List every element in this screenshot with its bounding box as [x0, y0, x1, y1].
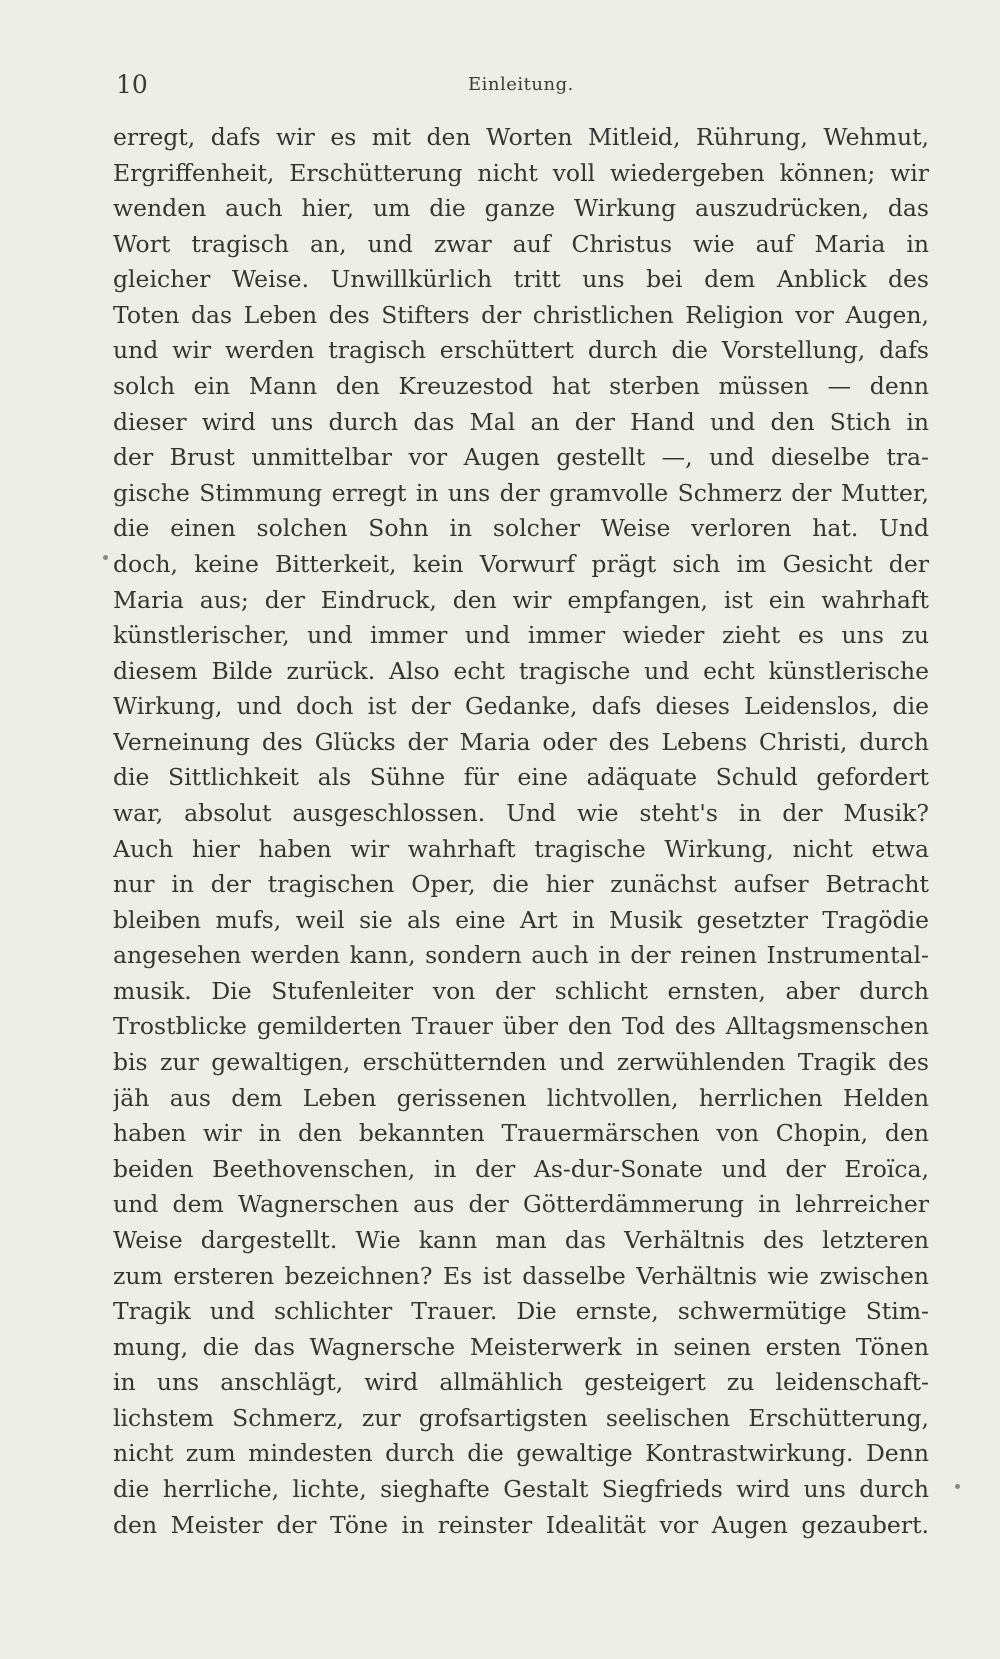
text-line: haben wir in den bekannten Trauermärschen von Chopin, den	[113, 1119, 929, 1148]
text-line: gleicher Weise. Unwillkürlich tritt uns bei dem Anblick des	[113, 265, 929, 294]
text-line: jäh aus dem Leben gerissenen lichtvollen, herrlichen Helden	[113, 1083, 929, 1112]
page-header	[113, 70, 929, 106]
text-line: den Meister der Töne in reinster Idealität vor Augen gezaubert.	[113, 1510, 929, 1539]
text-line: Weise dargestellt. Wie kann man das Verhältnis des letzteren	[113, 1225, 929, 1254]
body-text	[113, 120, 929, 1543]
text-line: Wirkung, und doch ist der Gedanke, dafs dieses Leidenslos, die	[113, 692, 929, 721]
text-line: beiden Beethovenschen, in der As-dur-Sonate und der Eroïca,	[113, 1154, 929, 1183]
text-line: dieser wird uns durch das Mal an der Hand und den Stich in	[113, 407, 929, 436]
text-line: diesem Bilde zurück. Also echt tragische und echt künstlerische	[113, 656, 929, 685]
text-line: solch ein Mann den Kreuzestod hat sterben müssen — denn	[113, 372, 929, 401]
text-line: zum ersteren bezeichnen? Es ist dasselbe Verhältnis wie zwischen	[113, 1261, 929, 1290]
text-line: und wir werden tragisch erschüttert durch die Vorstellung, dafs	[113, 336, 929, 365]
text-line: Trostblicke gemilderten Trauer über den Tod des Alltagsmenschen	[113, 1012, 929, 1041]
text-line: wenden auch hier, um die ganze Wirkung auszudrücken, das	[113, 194, 929, 223]
text-line: nicht zum mindesten durch die gewaltige Kontrastwirkung. Denn	[113, 1439, 929, 1468]
paper-speck	[103, 555, 108, 560]
text-line: angesehen werden kann, sondern auch in der reinen Instrumental-	[113, 941, 929, 970]
page-number: 10	[116, 70, 148, 99]
text-line: Tragik und schlichter Trauer. Die ernste, schwermütige Stim-	[113, 1297, 929, 1326]
running-head: Einleitung.	[468, 74, 574, 95]
text-line: nur in der tragischen Oper, die hier zunächst aufser Betracht	[113, 870, 929, 899]
text-line: bleiben mufs, weil sie als eine Art in Musik gesetzter Tragödie	[113, 905, 929, 934]
text-line: musik. Die Stufenleiter von der schlicht ernsten, aber durch	[113, 976, 929, 1005]
text-line: der Brust unmittelbar vor Augen gestellt —, und dieselbe tra-	[113, 443, 929, 472]
text-line: die einen solchen Sohn in solcher Weise verloren hat. Und	[113, 514, 929, 543]
text-line: die Sittlichkeit als Sühne für eine adäquate Schuld gefordert	[113, 763, 929, 792]
text-line: doch, keine Bitterkeit, kein Vorwurf prägt sich im Gesicht der	[113, 549, 929, 578]
text-line: Maria aus; der Eindruck, den wir empfangen, ist ein wahrhaft	[113, 585, 929, 614]
text-line: war, absolut ausgeschlossen. Und wie steht's in der Musik?	[113, 798, 929, 827]
text-line: künstlerischer, und immer und immer wieder zieht es uns zu	[113, 621, 929, 650]
text-line: in uns anschlägt, wird allmählich gesteigert zu leidenschaft-	[113, 1368, 929, 1397]
paper-speck	[955, 1484, 960, 1489]
text-line: Verneinung des Glücks der Maria oder des Lebens Christi, durch	[113, 727, 929, 756]
text-line: mung, die das Wagnersche Meisterwerk in seinen ersten Tönen	[113, 1332, 929, 1361]
text-line: Auch hier haben wir wahrhaft tragische Wirkung, nicht etwa	[113, 834, 929, 863]
text-line: Wort tragisch an, und zwar auf Christus wie auf Maria in	[113, 229, 929, 258]
text-line: lichstem Schmerz, zur grofsartigsten seelischen Erschütterung,	[113, 1403, 929, 1432]
text-line: Toten das Leben des Stifters der christlichen Religion vor Augen,	[113, 300, 929, 329]
text-line: erregt, dafs wir es mit den Worten Mitleid, Rührung, Wehmut,	[113, 123, 929, 151]
text-line: gische Stimmung erregt in uns der gramvolle Schmerz der Mutter,	[113, 478, 929, 507]
text-line: die herrliche, lichte, sieghafte Gestalt Siegfrieds wird uns durch	[113, 1474, 929, 1503]
text-line: und dem Wagnerschen aus der Götterdämmerung in lehrreicher	[113, 1190, 929, 1219]
text-line: Ergriffenheit, Erschütterung nicht voll wiedergeben können; wir	[113, 158, 929, 187]
text-line: bis zur gewaltigen, erschütternden und zerwühlenden Tragik des	[113, 1048, 929, 1077]
